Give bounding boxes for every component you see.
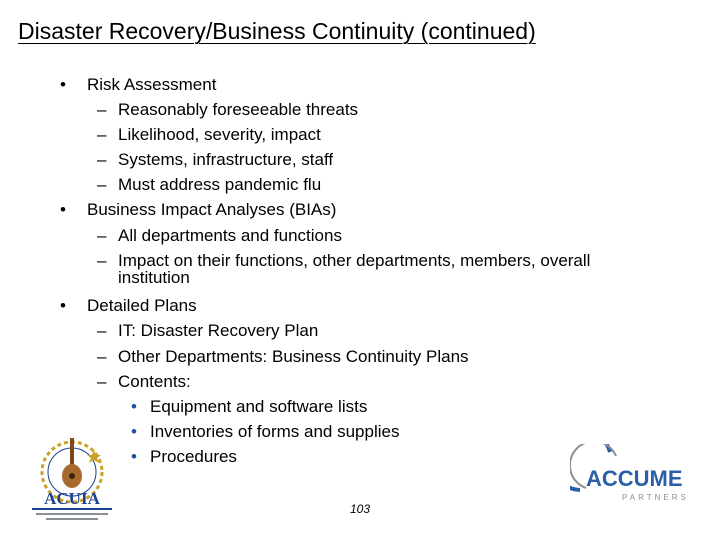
sub-sub-bullet-text: Procedures	[150, 447, 237, 466]
slide-title: Disaster Recovery/Business Continuity (continued)	[18, 18, 536, 44]
bullet-marker: •	[60, 200, 66, 219]
accume-wordmark: ACCUME	[586, 466, 683, 491]
sub-bullet-text: Impact on their functions, other departments, members, overall institution	[118, 251, 591, 287]
acuia-logo	[22, 432, 122, 524]
dash-marker: –	[97, 347, 107, 366]
bullet-marker: •	[60, 296, 66, 315]
bullet-text: Business Impact Analyses (BIAs)	[87, 200, 337, 219]
page-number: 103	[350, 502, 371, 516]
accume-partners-logo	[570, 444, 705, 512]
guitar-icon	[62, 438, 82, 488]
sub-bullet-text: Contents:	[118, 372, 191, 391]
sub-sub-bullet-text: Equipment and software lists	[150, 397, 368, 416]
dash-marker: –	[97, 321, 107, 340]
dash-marker: –	[97, 251, 107, 270]
sub-bullet-text: Other Departments: Business Continuity Plans	[118, 347, 469, 366]
sub-sub-bullet-text: Inventories of forms and supplies	[150, 422, 400, 441]
sub-bullet-text: Likelihood, severity, impact	[118, 125, 321, 144]
sub-bullet-text: Systems, infrastructure, staff	[118, 150, 334, 169]
dash-marker: –	[97, 125, 107, 144]
bullet-marker: •	[131, 422, 137, 441]
bullet-text: Detailed Plans	[87, 296, 197, 315]
dash-marker: –	[97, 372, 107, 391]
bullet-marker: •	[131, 397, 137, 416]
sub-bullet-text: All departments and functions	[118, 226, 342, 245]
bullet-text: Risk Assessment	[87, 75, 217, 94]
sub-bullet-text: IT: Disaster Recovery Plan	[118, 321, 319, 340]
sub-bullet-text: Reasonably foreseeable threats	[118, 100, 359, 119]
partners-wordmark: PARTNERS	[622, 493, 689, 502]
dash-marker: –	[97, 100, 107, 119]
dash-marker: –	[97, 175, 107, 194]
acuia-wordmark: ACUIA	[44, 489, 100, 508]
sub-bullet-text: Must address pandemic flu	[118, 175, 322, 194]
bullet-marker: •	[60, 75, 66, 94]
dash-marker: –	[97, 150, 107, 169]
bullet-marker: •	[131, 447, 137, 466]
dash-marker: –	[97, 226, 107, 245]
